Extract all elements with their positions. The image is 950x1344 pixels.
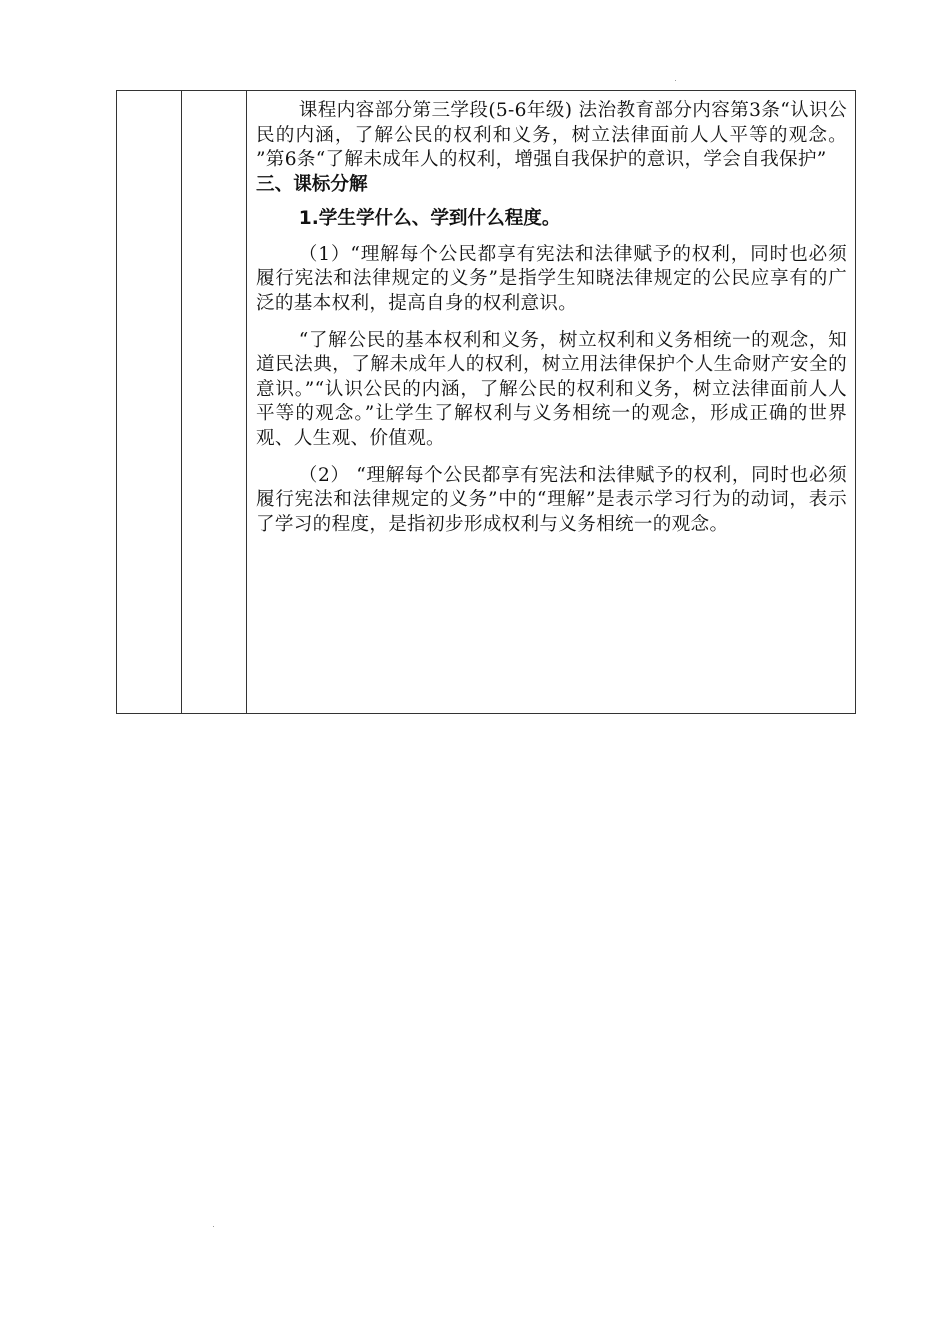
table-cell-content <box>247 91 856 714</box>
paragraph-3: （2） “理解每个公民都享有宪法和法律赋予的权利，同时也必须履行宪法和法律规定的义务”中的“理解”是表示学习行为的动词，表示了学习的程度，是指初步形成权利与义务相统一的观念。 <box>256 464 847 535</box>
paragraph-1: （1）“理解每个公民都享有宪法和法律赋予的权利，同时也必须履行宪法和法律规定的义务”是指学生知晓法律规定的公民应享有的广泛的基本权利，提高自身的权利意识。 <box>256 243 847 314</box>
intro-paragraph: 课程内容部分第三学段(5-6年级) 法治教育部分内容第3条“认识公民的内涵，了解公民的权利和义务，树立法律面前人人平等的观念。 ”第6条“了解未成年人的权利，增强自我保护的意识，学会自我保护” <box>256 100 847 171</box>
section-heading: 三、课标分解 <box>256 173 368 195</box>
table-cell-first <box>117 91 182 714</box>
table-row <box>117 91 856 714</box>
sub-heading: 1.学生学什么、学到什么程度。 <box>298 207 561 229</box>
content-table <box>116 90 856 714</box>
page-mark-top <box>675 80 676 81</box>
table-cell-second <box>182 91 247 714</box>
page-mark-bottom <box>213 1226 214 1227</box>
paragraph-2: “了解公民的基本权利和义务，树立权利和义务相统一的观念，知道民法典，了解未成年人的权利，树立用法律保护个人生命财产安全的意识。”“认识公民的内涵，了解公民的权利和义务，树立法律面前人人平等的观念。”让学生了解权利与义务相统一的观念，形成正确的世界观、人生观、价值观。 <box>256 329 847 449</box>
